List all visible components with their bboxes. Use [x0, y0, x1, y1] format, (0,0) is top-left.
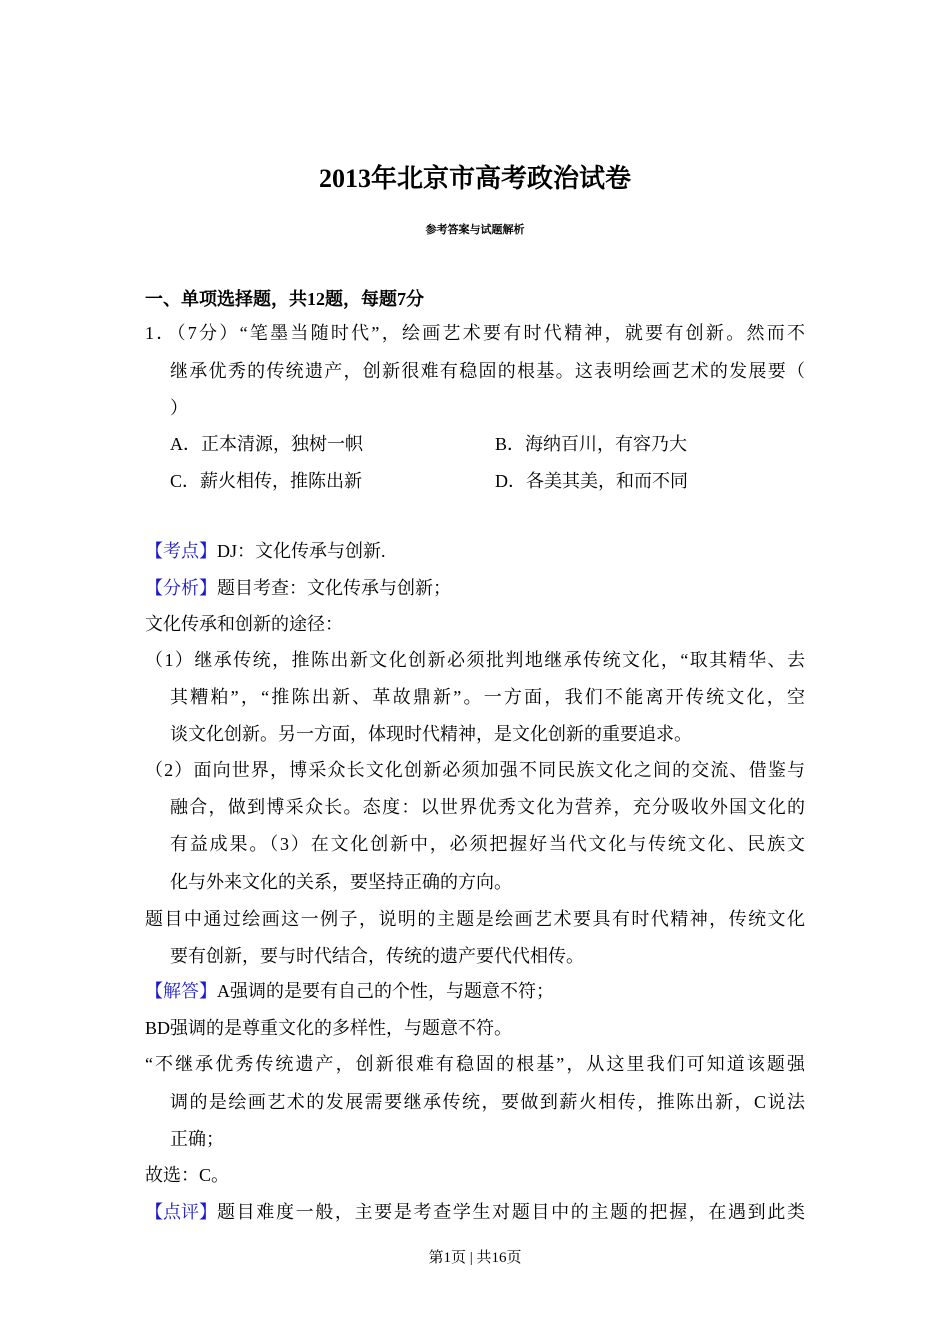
- answer-line: 正确；: [170, 1129, 224, 1149]
- fenxi-line: [145, 576, 451, 600]
- section-heading: 一、单项选择题，共12题，每题7分: [145, 289, 424, 309]
- analysis-line: 文化传承和创新的途径：: [145, 614, 343, 634]
- analysis-line: 要有创新，要与时代结合，传统的遗产要代代相传。: [170, 946, 584, 966]
- analysis-line: 题目中通过绘画这一例子，说明的主题是绘画艺术要具有时代精神，传统文化: [145, 909, 805, 929]
- analysis-line: 有益成果。（3）在文化创新中，必须把握好当代文化与传统文化、民族文: [170, 834, 805, 854]
- analysis-line: 其糟粕”，“推陈出新、革故鼎新”。一方面，我们不能离开传统文化，空: [170, 687, 805, 707]
- answer-line: 调的是绘画艺术的发展需要继承传统，要做到薪火相传，推陈出新，C说法: [170, 1092, 805, 1112]
- question-line: ）: [170, 398, 188, 418]
- fenxi-text: 题目考查：文化传承与创新；: [217, 578, 451, 598]
- fenxi-label: 【分析】: [145, 578, 217, 598]
- page-subtitle: 参考答案与试题解析: [425, 224, 525, 236]
- option-d: D．各美其美，和而不同: [495, 471, 688, 491]
- page-title: 2013年北京市高考政治试卷: [318, 164, 631, 193]
- jieda-line: [145, 979, 554, 1003]
- option-a: A．正本清源，独树一帜: [170, 434, 363, 454]
- answer-line: “不继承优秀传统遗产，创新很难有稳固的根基”，从这里我们可知道该题强: [145, 1054, 805, 1074]
- jieda-text: A强调的是要有自己的个性，与题意不符；: [217, 981, 554, 1001]
- kaodian-line: [145, 539, 386, 563]
- jieda-label: 【解答】: [145, 981, 217, 1001]
- analysis-line: 融合，做到博采众长。态度：以世界优秀文化为营养，充分吸收外国文化的: [170, 797, 805, 817]
- question-line: 继承优秀的传统遗产，创新很难有稳固的根基。这表明绘画艺术的发展要（: [170, 361, 805, 381]
- analysis-line: （2）面向世界，博采众长文化创新必须加强不同民族文化之间的交流、借鉴与: [145, 760, 805, 780]
- answer-line: BD强调的是尊重文化的多样性，与题意不符。: [145, 1018, 513, 1038]
- analysis-line: （1）继承传统，推陈出新文化创新必须批判地继承传统文化，“取其精华、去: [145, 650, 805, 670]
- option-c: C．薪火相传，推陈出新: [170, 471, 363, 491]
- question-line: 1．（7分）“笔墨当随时代”，绘画艺术要有时代精神，就要有创新。然而不: [145, 323, 805, 343]
- dianping-line: [145, 1200, 805, 1224]
- option-b: B．海纳百川，有容乃大: [495, 434, 688, 454]
- analysis-line: 谈文化创新。另一方面，体现时代精神，是文化创新的重要追求。: [170, 724, 692, 744]
- dianping-text: 题目难度一般，主要是考查学生对题目中的主题的把握，在遇到此类: [217, 1202, 805, 1222]
- dianping-label: 【点评】: [145, 1202, 217, 1222]
- analysis-line: 化与外来文化的关系，要坚持正确的方向。: [170, 872, 512, 892]
- answer-line: 故选：C。: [145, 1165, 230, 1185]
- page-footer: 第1页 | 共16页: [428, 1250, 522, 1266]
- kaodian-text: DJ：文化传承与创新.: [217, 541, 386, 561]
- kaodian-label: 【考点】: [145, 541, 217, 561]
